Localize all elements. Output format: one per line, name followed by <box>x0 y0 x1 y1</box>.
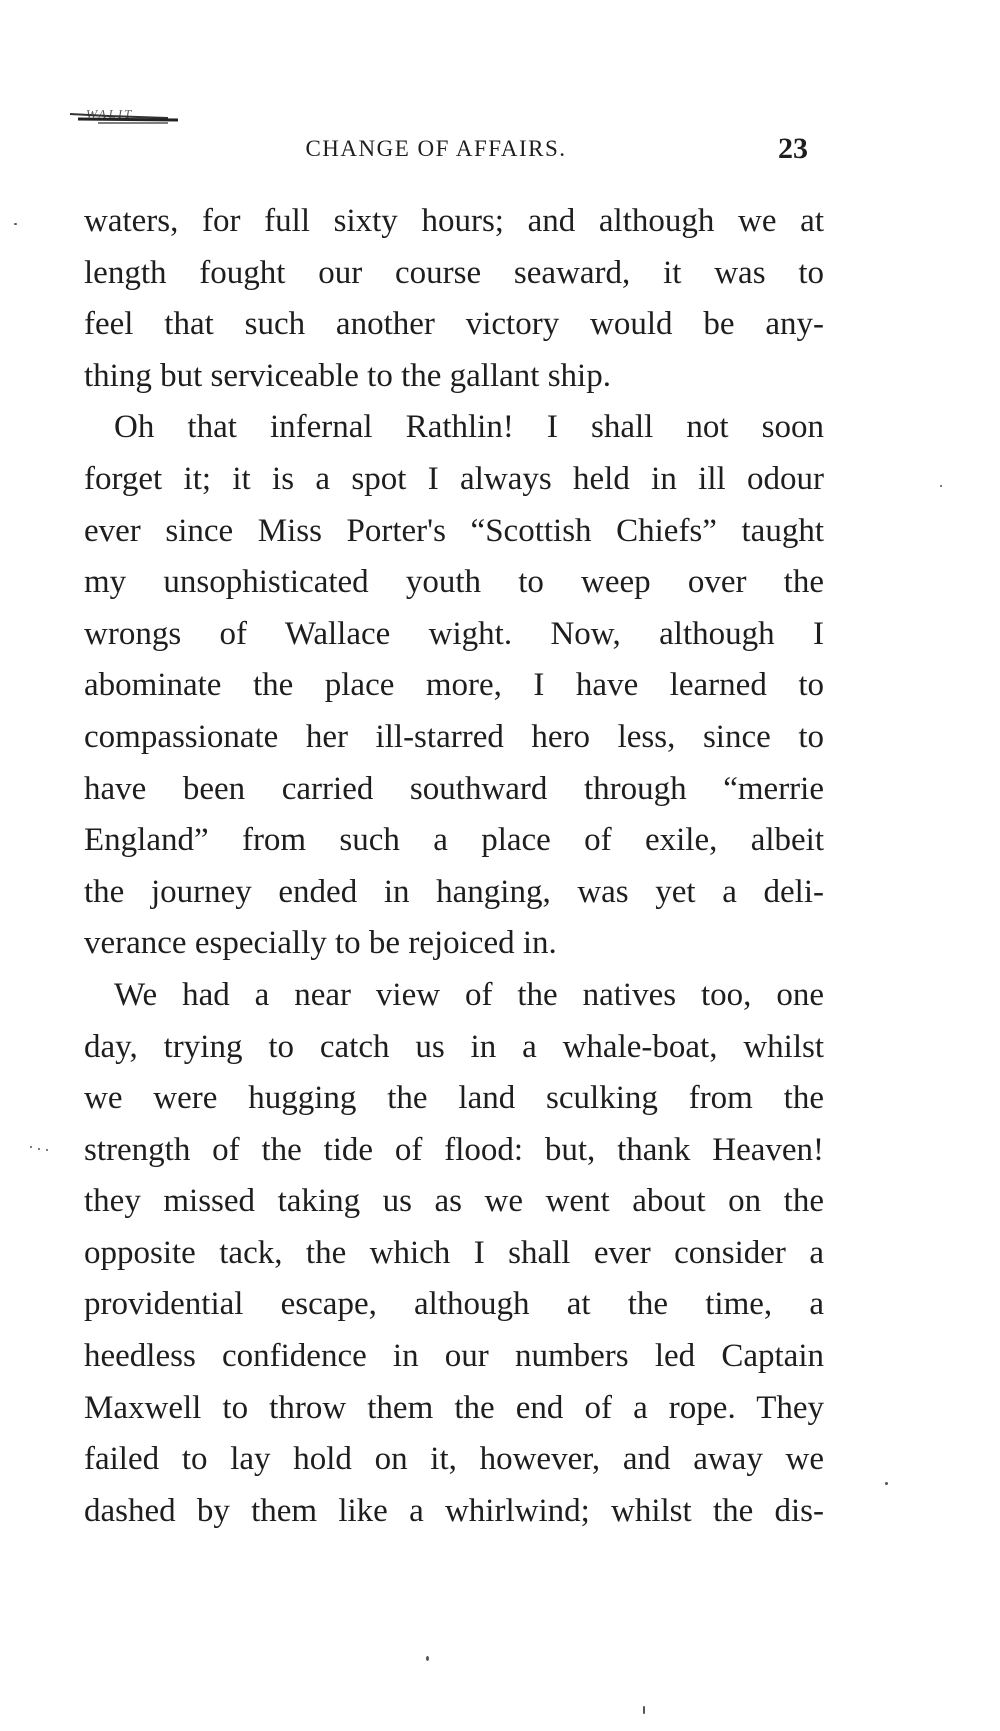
text-line: wrongs of Wallace wight. Now, although I <box>84 615 824 652</box>
text-line: strength of the tide of flood: but, thank Heaven! <box>84 1131 824 1168</box>
scan-speck <box>46 1149 48 1151</box>
scan-speck <box>426 1656 429 1661</box>
text-line: failed to lay hold on it, however, and away we <box>84 1441 824 1478</box>
text-line: We had a near view of the natives too, one <box>114 976 824 1013</box>
text-line: my unsophisticated youth to weep over the <box>84 564 824 601</box>
text-line: feel that such another victory would be any- <box>84 306 824 343</box>
scan-speck <box>30 1146 32 1148</box>
text-line: have been carried southward through “merrie <box>84 770 824 807</box>
body-text <box>84 196 824 1537</box>
text-line: opposite tack, the which I shall ever consider a <box>84 1234 824 1271</box>
text-line: dashed by them like a whirlwind; whilst the dis- <box>84 1492 824 1529</box>
text-line: day, trying to catch us in a whale-boat, whilst <box>84 1028 824 1065</box>
text-line: England” from such a place of exile, albeit <box>84 822 824 859</box>
text-line: providential escape, although at the time, a <box>84 1286 824 1323</box>
text-line: waters, for full sixty hours; and although we at <box>84 203 824 239</box>
text-line: forget it; it is a spot I always held in ill odour <box>84 460 824 497</box>
scan-speck <box>643 1706 645 1714</box>
text-line: ever since Miss Porter's “Scottish Chiefs” taught <box>84 512 824 549</box>
scan-speck <box>14 223 17 225</box>
text-line: we were hugging the land sculking from the <box>84 1080 824 1117</box>
library-stamp <box>68 104 186 134</box>
text-line: compassionate her ill-starred hero less, since to <box>84 718 824 755</box>
running-head <box>84 132 824 172</box>
scan-speck <box>940 485 942 487</box>
text-line: they missed taking us as we went about on the <box>84 1183 824 1220</box>
text-line: verance especially to be rejoiced in. <box>84 925 557 962</box>
text-line: abominate the place more, I have learned to <box>84 667 824 704</box>
page-number: 23 <box>778 132 808 165</box>
text-line: heedless confidence in our numbers led Captain <box>84 1338 824 1375</box>
text-line: Maxwell to throw them the end of a rope. They <box>84 1389 824 1426</box>
text-line: length fought our course seaward, it was to <box>84 254 824 291</box>
text-line: Oh that infernal Rathlin! I shall not soon <box>114 409 824 446</box>
text-line: the journey ended in hanging, was yet a deli- <box>84 873 824 910</box>
scan-speck <box>885 1482 888 1485</box>
text-line: thing but serviceable to the gallant ship. <box>84 357 611 394</box>
running-title: CHANGE OF AFFAIRS. <box>305 136 567 161</box>
scan-speck <box>38 1148 40 1150</box>
svg-text:WALIT: WALIT <box>85 107 135 121</box>
